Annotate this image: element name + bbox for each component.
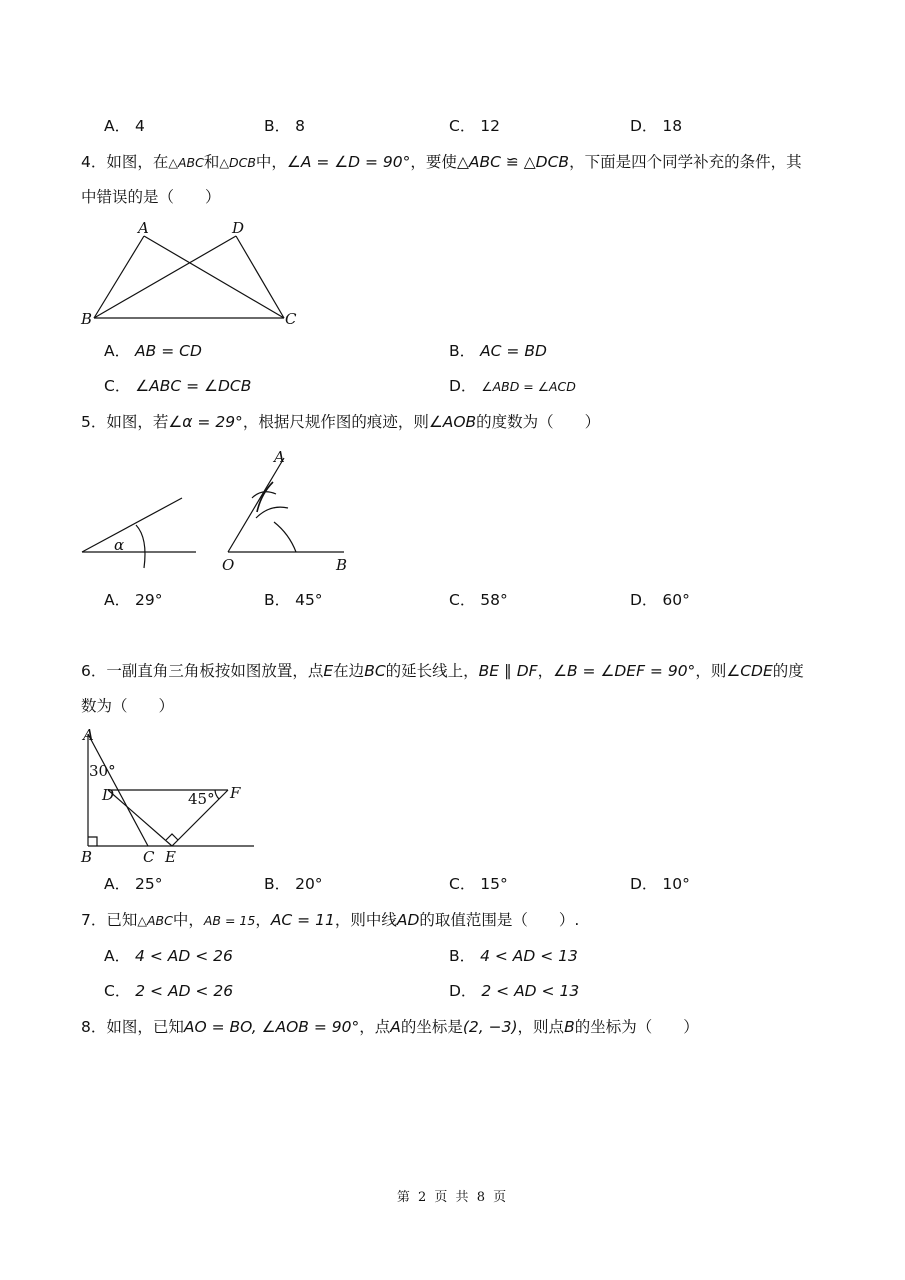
q6-option-a: A． 25° xyxy=(104,875,163,893)
q5-stem-line1: 5．如图，若∠α = 29°，根据尺规作图的痕迹，则∠AOB的度数为（ ） xyxy=(81,413,601,431)
q6-segment-de xyxy=(108,790,172,846)
q5-mark-arc-2 xyxy=(256,507,288,518)
q5-label-a: A xyxy=(274,448,285,466)
q5-label-b: B xyxy=(336,556,348,574)
q5-alpha-upper-ray xyxy=(82,498,182,552)
q5-label-alpha: α xyxy=(114,536,125,554)
q5-option-d: D． 60° xyxy=(630,591,690,609)
q8-stem-line1: 8．如图，已知AO = BO, ∠AOB = 90°，点A的坐标是(2, −3)，则点B的坐标为（ ） xyxy=(81,1018,699,1036)
q7-stem-line1: 7．已知△ABC中，AB = 15，AC = 11，则中线AD的取值范围是（ ）. xyxy=(81,911,580,929)
q6-label-a: A xyxy=(83,726,94,744)
q5-alpha-arc xyxy=(136,525,145,568)
q6-stem-line2: 数为（ ） xyxy=(81,697,175,715)
q4-label-c: C xyxy=(285,310,297,328)
q6-stem-line1: 6．一副直角三角板按如图放置，点E在边BC的延长线上，BE ∥ DF，∠B = ∠DEF = 90°，则∠CDE的度 xyxy=(81,662,804,680)
q4-option-a: A． AB = CD xyxy=(104,342,202,360)
q6-right-angle-e xyxy=(166,834,178,840)
q5-label-o: O xyxy=(222,556,235,574)
q7-option-c: C． 2 < AD < 26 xyxy=(104,982,234,1000)
q4-label-d: D xyxy=(232,219,245,237)
q4-option-d: D． ∠ABD = ∠ACD xyxy=(449,377,576,395)
q4-segment-dc xyxy=(236,236,284,318)
q6-label-f: F xyxy=(230,784,241,802)
q3-option-d: D． 18 xyxy=(630,117,683,135)
q5-ray-oa xyxy=(228,458,284,552)
q6-figure xyxy=(78,724,260,870)
q3-option-a: A． 4 xyxy=(104,117,145,135)
q5-option-c: C． 58° xyxy=(449,591,508,609)
q6-label-d: D xyxy=(102,786,115,804)
q4-option-b: B． AC = BD xyxy=(449,342,547,360)
q6-label-b: B xyxy=(81,848,93,866)
q3-option-b: B． 8 xyxy=(264,117,305,135)
q4-option-c: C． ∠ABC = ∠DCB xyxy=(104,377,252,395)
q6-label-30: 30° xyxy=(89,762,116,780)
q5-option-a: A． 29° xyxy=(104,591,163,609)
q4-label-b: B xyxy=(81,310,93,328)
q4-label-a: A xyxy=(138,219,149,237)
q6-label-c: C xyxy=(143,848,155,866)
q4-segment-ba xyxy=(94,236,144,318)
q5-mark-arc-3 xyxy=(257,482,273,512)
q4-figure xyxy=(78,216,308,332)
q4-stem-line1: 4．如图，在△ABC和△DCB中，∠A = ∠D = 90°，要使△ABC ≌ △DCB，下面是四个同学补充的条件，其 xyxy=(81,153,802,171)
q6-option-c: C． 15° xyxy=(449,875,508,893)
q6-label-45: 45° xyxy=(188,790,215,808)
q5-option-b: B． 45° xyxy=(264,591,323,609)
q6-option-b: B． 20° xyxy=(264,875,323,893)
q7-option-d: D． 2 < AD < 13 xyxy=(449,982,580,1000)
q6-label-e: E xyxy=(165,848,176,866)
q6-angle-arc-f xyxy=(215,790,219,799)
page-footer: 第 2 页 共 8 页 xyxy=(396,1190,509,1205)
q6-option-d: D． 10° xyxy=(630,875,690,893)
q3-option-c: C． 12 xyxy=(449,117,500,135)
q7-option-a: A． 4 < AD < 26 xyxy=(104,947,233,965)
q7-option-b: B． 4 < AD < 13 xyxy=(449,947,578,965)
q5-large-arc xyxy=(274,522,296,552)
q6-right-angle-b xyxy=(88,837,97,846)
q5-figure xyxy=(76,444,366,576)
q4-stem-line2: 中错误的是（ ） xyxy=(81,188,221,206)
